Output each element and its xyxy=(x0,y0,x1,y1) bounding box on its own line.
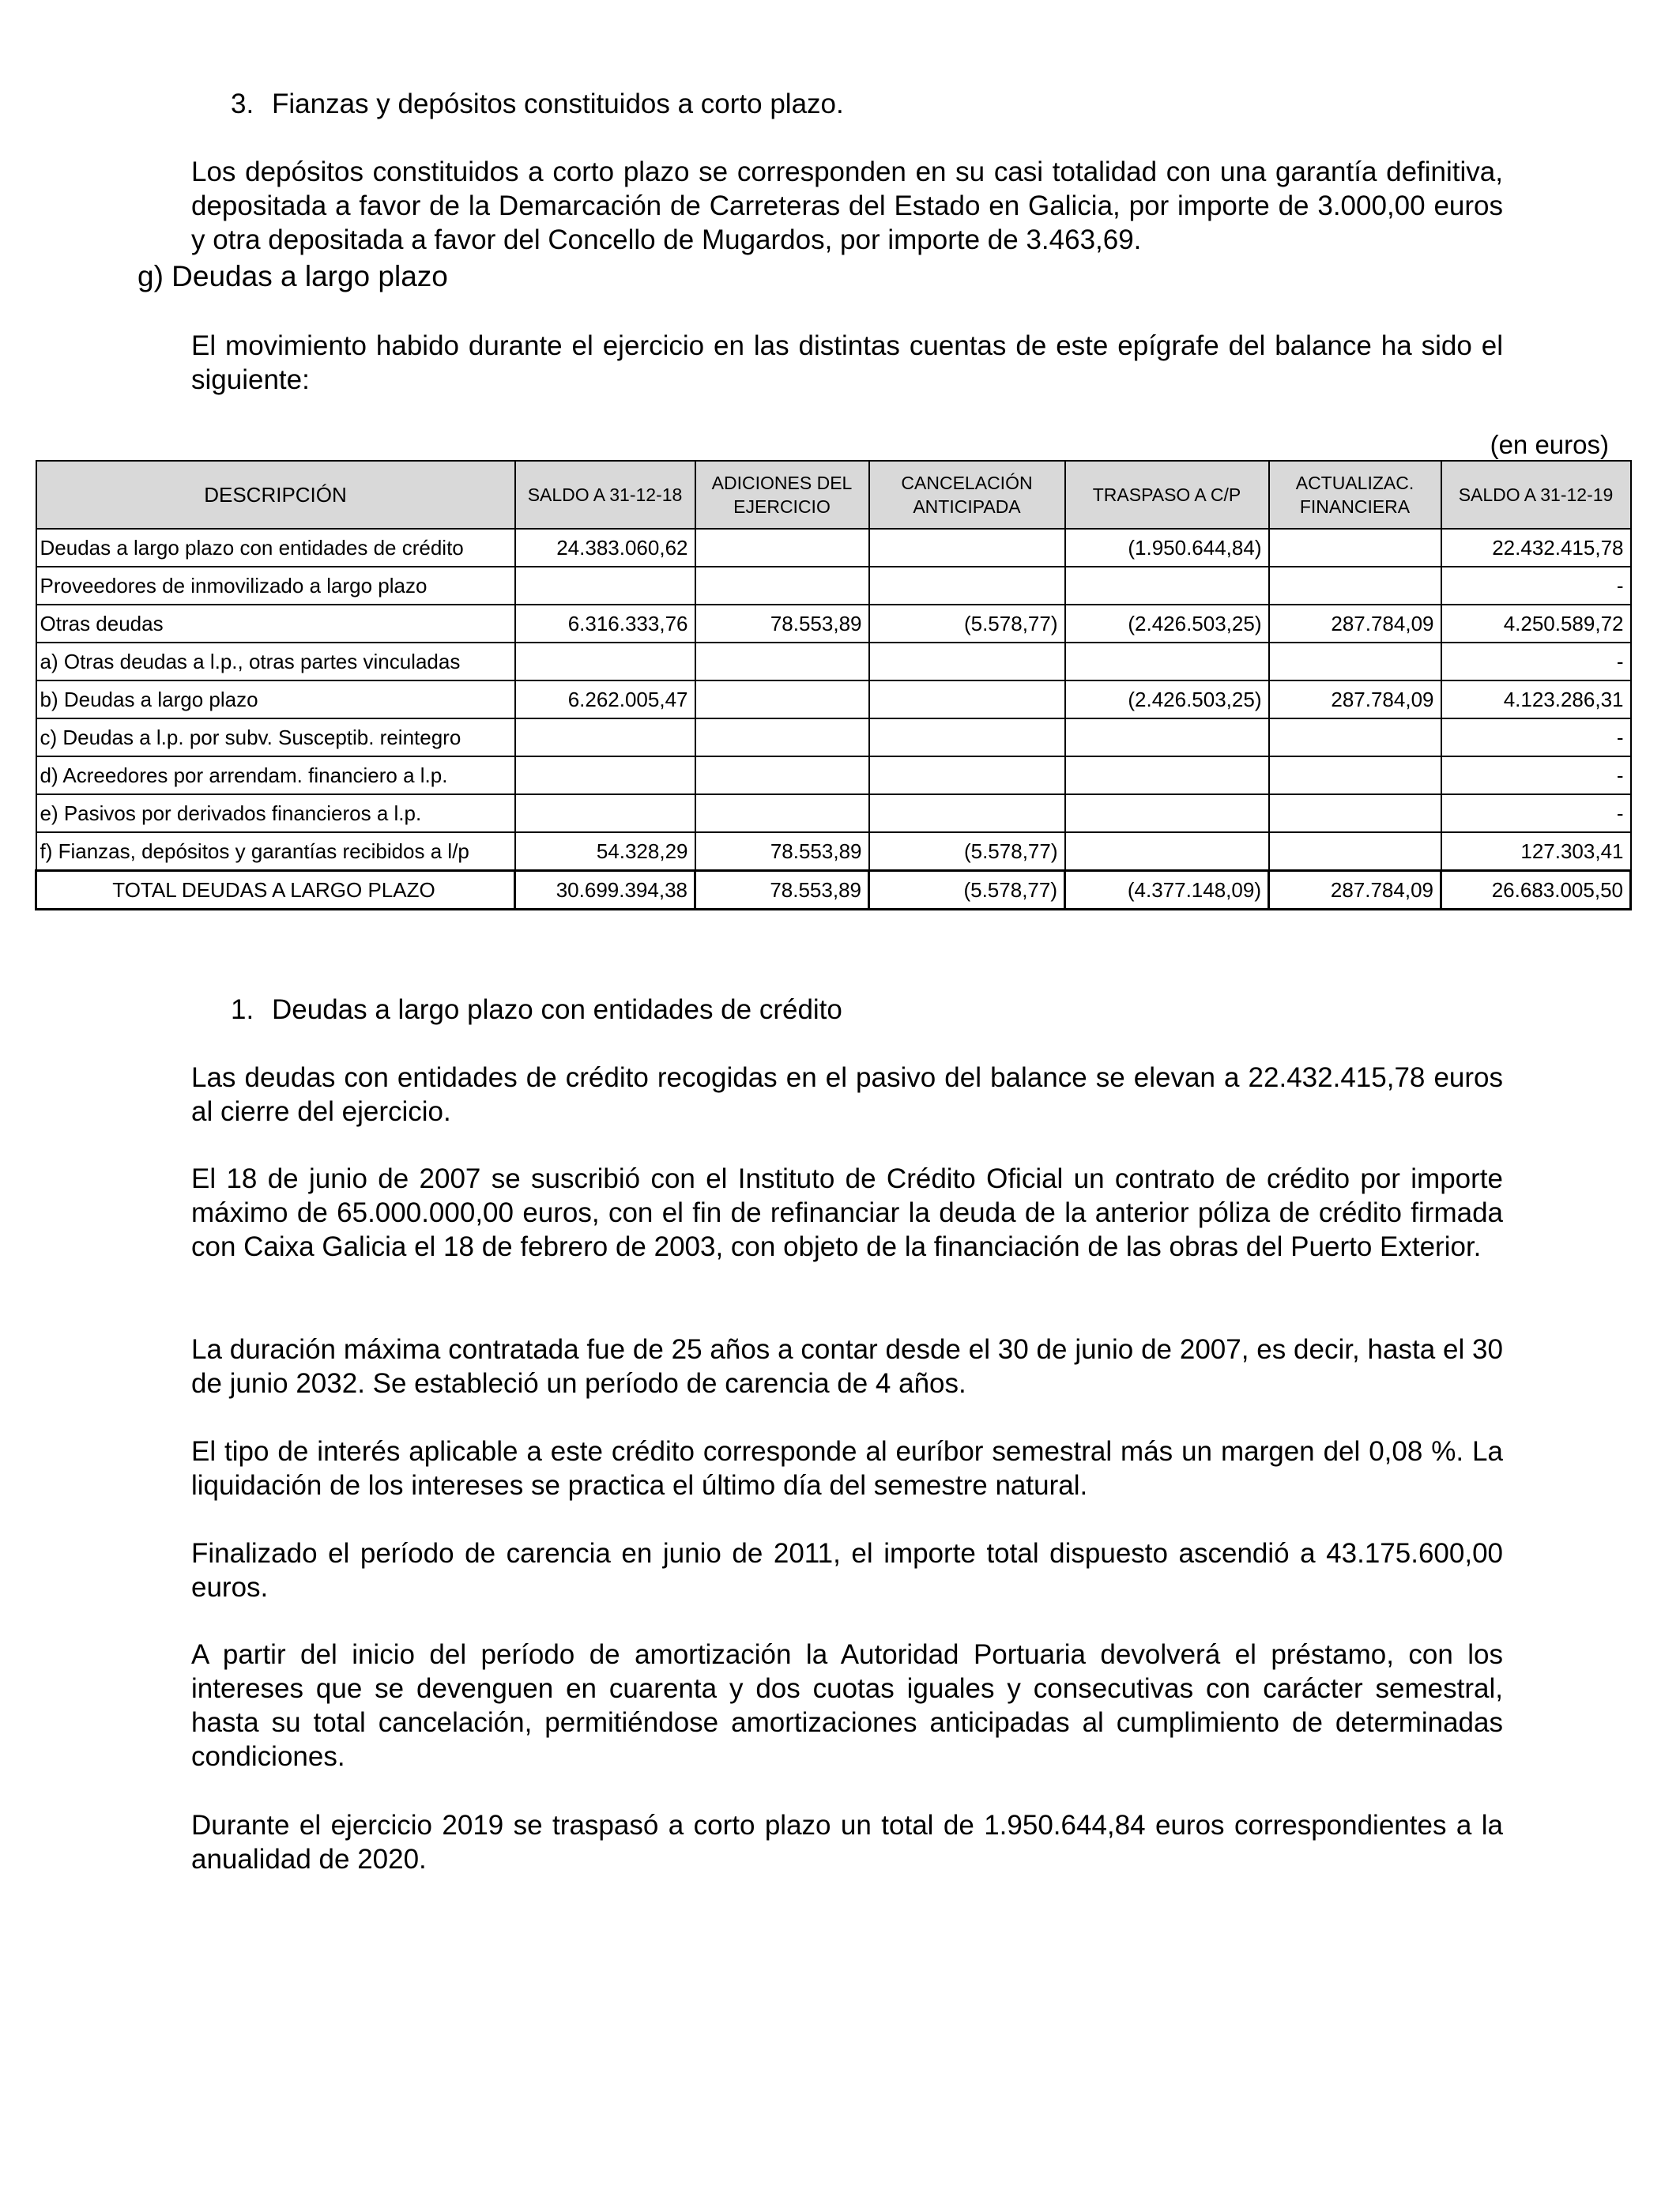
cell-value xyxy=(695,680,869,718)
table-row xyxy=(36,832,1631,871)
cell-value: 54.328,29 xyxy=(515,832,695,871)
cell-value: 127.303,41 xyxy=(1441,832,1631,871)
cell-value xyxy=(869,567,1065,605)
cell-value xyxy=(515,756,695,794)
cell-value: 6.262.005,47 xyxy=(515,680,695,718)
table-row xyxy=(36,794,1631,832)
cell-value xyxy=(1269,756,1441,794)
cell-value xyxy=(1269,529,1441,567)
row-label: Proveedores de inmovilizado a largo plazo xyxy=(36,567,515,605)
header-early-cancellation: CANCELACIÓN ANTICIPADA xyxy=(869,461,1065,529)
paragraph: Finalizado el período de carencia en junio de 2011, el importe total dispuesto ascendió a 43.175.600,00 euros. xyxy=(191,1538,1503,1603)
section-3-paragraph: Los depósitos constituidos a corto plazo se corresponden en su casi totalidad con una garantía definitiva, depositada a favor de la Demarcación de Carreteras del Estado en Galicia, por importe de 3.000,00 euros y otra depositada a favor del Concello de Mugardos, por importe de 3.463,69. xyxy=(191,156,1503,255)
total-value: 78.553,89 xyxy=(695,871,869,910)
cell-value: 78.553,89 xyxy=(695,832,869,871)
cell-value xyxy=(1065,756,1269,794)
cell-value xyxy=(869,529,1065,567)
cell-value xyxy=(1065,794,1269,832)
row-label: c) Deudas a l.p. por subv. Susceptib. reintegro xyxy=(36,718,515,756)
cell-value: (1.950.644,84) xyxy=(1065,529,1269,567)
paragraph: El tipo de interés aplicable a este crédito corresponde al euríbor semestral más un margen del 0,08 %. La liquidación de los intereses se practica el último día del semestre natural. xyxy=(191,1436,1503,1501)
table-row xyxy=(36,643,1631,680)
cell-value xyxy=(515,718,695,756)
paragraph: La duración máxima contratada fue de 25 años a contar desde el 30 de junio de 2007, es decir, hasta el 30 de junio 2032. Se estableció un período de carencia de 4 años. xyxy=(191,1334,1503,1399)
cell-value: 22.432.415,78 xyxy=(1441,529,1631,567)
table-total-row xyxy=(36,871,1631,910)
paragraph: A partir del inicio del período de amortización la Autoridad Portuaria devolverá el préstamo, con los intereses que se devenguen en cuarenta y dos cuotas iguales y consecutivas con carácter semestral, hasta su total cancelación, permitiéndose amortizaciones anticipadas al cumplimiento de determinadas condiciones. xyxy=(191,1639,1503,1772)
header-additions: ADICIONES DEL EJERCICIO xyxy=(695,461,869,529)
total-value: (4.377.148,09) xyxy=(1065,871,1269,910)
cell-value xyxy=(1065,832,1269,871)
cell-value: 4.250.589,72 xyxy=(1441,605,1631,643)
total-label: TOTAL DEUDAS A LARGO PLAZO xyxy=(36,871,515,910)
cell-value: - xyxy=(1441,643,1631,680)
cell-value xyxy=(695,643,869,680)
paragraph: Las deudas con entidades de crédito recogidas en el pasivo del balance se elevan a 22.432.415,78 euros al cierre del ejercicio. xyxy=(191,1062,1503,1127)
cell-value xyxy=(1269,567,1441,605)
header-transfer-short-term: TRASPASO A C/P xyxy=(1065,461,1269,529)
cell-value xyxy=(869,756,1065,794)
cell-value xyxy=(515,567,695,605)
header-balance-2018: SALDO A 31-12-18 xyxy=(515,461,695,529)
cell-value xyxy=(695,794,869,832)
row-label: a) Otras deudas a l.p., otras partes vinculadas xyxy=(36,643,515,680)
cell-value xyxy=(695,567,869,605)
cell-value: - xyxy=(1441,794,1631,832)
cell-value xyxy=(1269,794,1441,832)
table-row xyxy=(36,605,1631,643)
section-g-title: g) Deudas a largo plazo xyxy=(137,260,448,292)
cell-value xyxy=(695,529,869,567)
total-value: 287.784,09 xyxy=(1269,871,1441,910)
cell-value: (5.578,77) xyxy=(869,832,1065,871)
section-3-number: 3. xyxy=(231,89,254,119)
section-3-title: Fianzas y depósitos constituidos a corto plazo. xyxy=(272,89,844,119)
unit-note: (en euros) xyxy=(1490,430,1609,459)
total-value: (5.578,77) xyxy=(869,871,1065,910)
cell-value xyxy=(515,643,695,680)
cell-value: 4.123.286,31 xyxy=(1441,680,1631,718)
cell-value xyxy=(1269,718,1441,756)
table-row xyxy=(36,718,1631,756)
section-1-number: 1. xyxy=(231,994,254,1025)
cell-value: (2.426.503,25) xyxy=(1065,680,1269,718)
cell-value xyxy=(1065,718,1269,756)
table-row xyxy=(36,756,1631,794)
section-1-title: Deudas a largo plazo con entidades de crédito xyxy=(272,994,842,1025)
cell-value: - xyxy=(1441,756,1631,794)
cell-value: (5.578,77) xyxy=(869,605,1065,643)
cell-value xyxy=(869,794,1065,832)
cell-value: 6.316.333,76 xyxy=(515,605,695,643)
row-label: d) Acreedores por arrendam. financiero a l.p. xyxy=(36,756,515,794)
table-header-row xyxy=(36,461,1631,529)
row-label: b) Deudas a largo plazo xyxy=(36,680,515,718)
cell-value xyxy=(869,643,1065,680)
cell-value xyxy=(695,718,869,756)
cell-value: 287.784,09 xyxy=(1269,605,1441,643)
row-label: e) Pasivos por derivados financieros a l.p. xyxy=(36,794,515,832)
total-value: 30.699.394,38 xyxy=(515,871,695,910)
cell-value: - xyxy=(1441,718,1631,756)
cell-value: 78.553,89 xyxy=(695,605,869,643)
total-value: 26.683.005,50 xyxy=(1441,871,1631,910)
paragraph: El 18 de junio de 2007 se suscribió con el Instituto de Crédito Oficial un contrato de crédito por importe máximo de 65.000.000,00 euros, con el fin de refinanciar la deuda de la anterior póliza de crédito firmada con Caixa Galicia el 18 de febrero de 2003, con objeto de la financiación de las obras del Puerto Exterior. xyxy=(191,1163,1503,1262)
cell-value: 287.784,09 xyxy=(1269,680,1441,718)
header-balance-2019: SALDO A 31-12-19 xyxy=(1441,461,1631,529)
table-row xyxy=(36,529,1631,567)
paragraph: Durante el ejercicio 2019 se traspasó a corto plazo un total de 1.950.644,84 euros correspondientes a la anualidad de 2020. xyxy=(191,1810,1503,1875)
header-financial-update: ACTUALIZAC. FINANCIERA xyxy=(1269,461,1441,529)
table-row xyxy=(36,680,1631,718)
cell-value xyxy=(1065,643,1269,680)
cell-value xyxy=(1269,643,1441,680)
cell-value: 24.383.060,62 xyxy=(515,529,695,567)
table-row xyxy=(36,567,1631,605)
header-description: DESCRIPCIÓN xyxy=(36,461,515,529)
row-label: Otras deudas xyxy=(36,605,515,643)
row-label: f) Fianzas, depósitos y garantías recibidos a l/p xyxy=(36,832,515,871)
cell-value: (2.426.503,25) xyxy=(1065,605,1269,643)
cell-value xyxy=(1269,832,1441,871)
section-g-intro: El movimiento habido durante el ejercicio en las distintas cuentas de este epígrafe del balance ha sido el siguiente: xyxy=(191,330,1503,395)
row-label: Deudas a largo plazo con entidades de crédito xyxy=(36,529,515,567)
cell-value xyxy=(1065,567,1269,605)
cell-value xyxy=(515,794,695,832)
debts-table xyxy=(35,460,1632,910)
cell-value xyxy=(869,680,1065,718)
cell-value xyxy=(869,718,1065,756)
cell-value xyxy=(695,756,869,794)
cell-value: - xyxy=(1441,567,1631,605)
